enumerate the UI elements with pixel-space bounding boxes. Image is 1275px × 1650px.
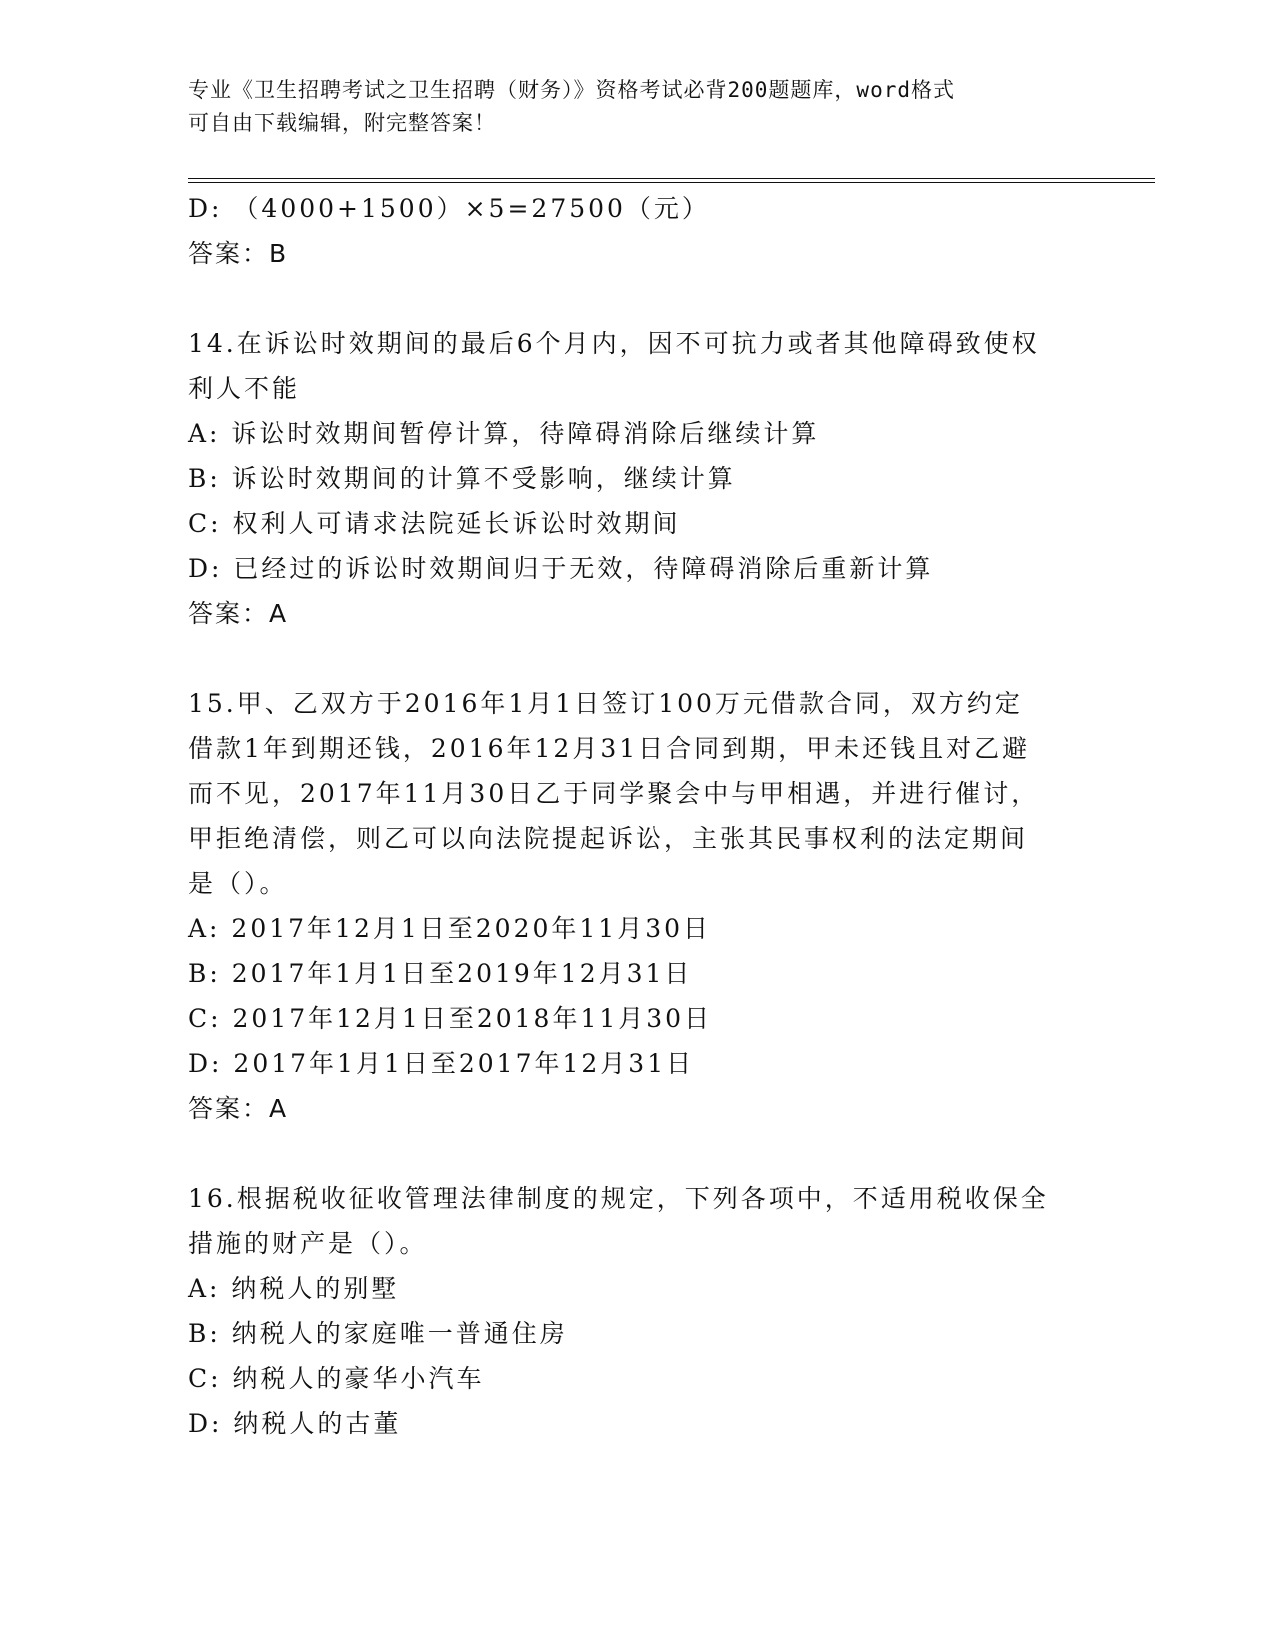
answer-line: 答案：A: [188, 1094, 289, 1123]
question-stem-line: 借款1年到期还钱，2016年12月31日合同到期，甲未还钱且对乙避: [188, 734, 1031, 763]
answer-line: 答案：B: [188, 239, 289, 268]
question-stem-line: 利人不能: [188, 374, 301, 403]
question-14: [188, 321, 1088, 636]
header-title-line-1: 专业《卫生招聘考试之卫生招聘（财务）》资格考试必背200题题库，word格式: [188, 78, 955, 102]
question-16: [188, 1176, 1088, 1446]
question-stem-line: 14.在诉讼时效期间的最后6个月内，因不可抗力或者其他障碍致使权: [188, 329, 1040, 358]
option-a: A: 诉讼时效期间暂停计算，待障碍消除后继续计算: [188, 419, 820, 448]
option-d: D: （4000+1500）×5=27500（元）: [188, 194, 710, 223]
option-d: D: 纳税人的古董: [188, 1409, 402, 1438]
question-stem-line: 是（）。: [188, 869, 288, 898]
question-stem-line: 而不见，2017年11月30日乙于同学聚会中与甲相遇，并进行催讨，: [188, 779, 1040, 808]
option-c: C: 2017年12月1日至2018年11月30日: [188, 1004, 713, 1033]
question-stem-line: 15.甲、乙双方于2016年1月1日签订100万元借款合同，双方约定: [188, 689, 1023, 718]
previous-question-tail: [188, 186, 1088, 276]
option-b: B: 诉讼时效期间的计算不受影响，继续计算: [188, 464, 736, 493]
header-divider: [188, 178, 1155, 183]
spacer: [188, 636, 1088, 681]
header-title-line-2: 可自由下载编辑，附完整答案！: [188, 111, 496, 135]
option-b: B: 纳税人的家庭唯一普通住房: [188, 1319, 568, 1348]
option-c: C: 纳税人的豪华小汽车: [188, 1364, 485, 1393]
option-d: D: 2017年1月1日至2017年12月31日: [188, 1049, 695, 1078]
question-15: [188, 681, 1088, 1131]
answer-line: 答案：A: [188, 599, 289, 628]
page-header: [188, 74, 1068, 140]
option-d: D: 已经过的诉讼时效期间归于无效，待障碍消除后重新计算: [188, 554, 934, 583]
question-stem-line: 甲拒绝清偿，则乙可以向法院提起诉讼，主张其民事权利的法定期间: [188, 824, 1029, 853]
spacer: [188, 276, 1088, 321]
question-stem-line: 16.根据税收征收管理法律制度的规定，下列各项中，不适用税收保全: [188, 1184, 1049, 1213]
option-a: A: 2017年12月1日至2020年11月30日: [188, 914, 712, 943]
spacer: [188, 1131, 1088, 1176]
option-c: C: 权利人可请求法院延长诉讼时效期间: [188, 509, 681, 538]
option-b: B: 2017年1月1日至2019年12月31日: [188, 959, 693, 988]
question-stem-line: 措施的财产是（）。: [188, 1229, 428, 1258]
option-a: A: 纳税人的别墅: [188, 1274, 400, 1303]
question-content: [188, 186, 1088, 1446]
